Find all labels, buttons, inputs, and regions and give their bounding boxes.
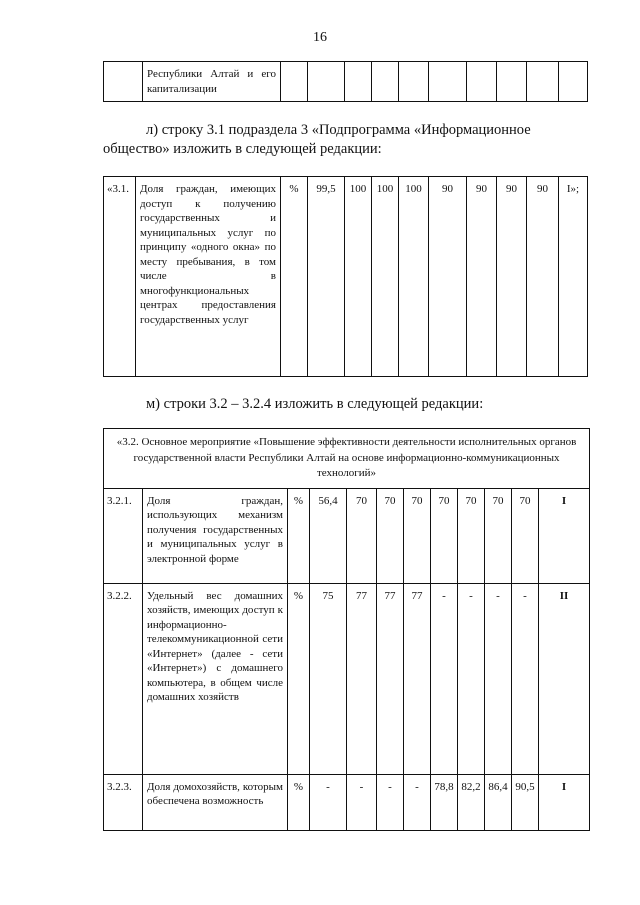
page-number: 16 bbox=[313, 30, 327, 45]
value-cell: - bbox=[458, 583, 485, 774]
value-cell: 70 bbox=[431, 488, 458, 583]
value-cell: - bbox=[512, 583, 539, 774]
value-cell: 75 bbox=[310, 583, 347, 774]
table-cell bbox=[497, 62, 527, 102]
value-cell: 90 bbox=[527, 177, 559, 377]
row-id: 3.2.3. bbox=[104, 774, 143, 830]
value-cell: 100 bbox=[345, 177, 372, 377]
unit-cell: % bbox=[281, 177, 308, 377]
unit-cell: % bbox=[288, 774, 310, 830]
indicator-name-cell: Республики Алтай и его капитализации bbox=[143, 62, 281, 102]
table-cell bbox=[308, 62, 345, 102]
table-row bbox=[104, 177, 588, 377]
paragraph-l-line1: л) строку 3.1 подраздела 3 «Подпрограмма «Информационное bbox=[146, 122, 531, 138]
table-header-row bbox=[104, 429, 590, 489]
row-id: «3.1. bbox=[104, 177, 136, 377]
table-cell bbox=[467, 62, 497, 102]
value-cell: - bbox=[310, 774, 347, 830]
value-cell: - bbox=[404, 774, 431, 830]
unit-cell: % bbox=[288, 488, 310, 583]
table-cell bbox=[559, 62, 588, 102]
value-cell: 70 bbox=[347, 488, 377, 583]
value-cell: 77 bbox=[377, 583, 404, 774]
value-cell: 100 bbox=[372, 177, 399, 377]
table-cell bbox=[104, 62, 143, 102]
paragraph-m: м) строки 3.2 – 3.2.4 изложить в следующей редакции: bbox=[146, 396, 484, 412]
value-cell: 70 bbox=[485, 488, 512, 583]
value-cell: 70 bbox=[404, 488, 431, 583]
table-cell bbox=[372, 62, 399, 102]
value-cell: 77 bbox=[404, 583, 431, 774]
value-cell: 99,5 bbox=[308, 177, 345, 377]
table-row bbox=[104, 774, 590, 830]
value-cell: 82,2 bbox=[458, 774, 485, 830]
table-row bbox=[104, 583, 590, 774]
value-cell: - bbox=[485, 583, 512, 774]
value-cell: - bbox=[377, 774, 404, 830]
type-cell: I bbox=[539, 488, 590, 583]
type-cell: I»; bbox=[559, 177, 588, 377]
continued-table bbox=[103, 61, 588, 102]
value-cell: 100 bbox=[399, 177, 429, 377]
value-cell: 77 bbox=[347, 583, 377, 774]
type-cell: II bbox=[539, 583, 590, 774]
value-cell: 70 bbox=[458, 488, 485, 583]
value-cell: - bbox=[431, 583, 458, 774]
paragraph-l-line2: общество» изложить в следующей редакции: bbox=[103, 141, 382, 157]
table-cell bbox=[399, 62, 429, 102]
table-cell bbox=[345, 62, 372, 102]
value-cell: - bbox=[347, 774, 377, 830]
table-3-2 bbox=[103, 428, 590, 831]
value-cell: 56,4 bbox=[310, 488, 347, 583]
table-cell bbox=[429, 62, 467, 102]
value-cell: 90 bbox=[497, 177, 527, 377]
indicator-name-cell: Доля граждан, использующих механизм получения государственных и муниципальных услуг в электронной форме bbox=[143, 488, 288, 583]
value-cell: 78,8 bbox=[431, 774, 458, 830]
value-cell: 90 bbox=[467, 177, 497, 377]
value-cell: 90 bbox=[429, 177, 467, 377]
row-3-1-table bbox=[103, 176, 588, 377]
value-cell: 90,5 bbox=[512, 774, 539, 830]
table-cell bbox=[281, 62, 308, 102]
value-cell: 86,4 bbox=[485, 774, 512, 830]
value-cell: 70 bbox=[377, 488, 404, 583]
indicator-name-cell: Доля граждан, имеющих доступ к получению государственных и муниципальных услуг по принципу «одного окна» по месту пребывания, в том числе в многофункциональных центрах предоставления государственных услуг bbox=[136, 177, 281, 377]
type-cell: I bbox=[539, 774, 590, 830]
row-id: 3.2.1. bbox=[104, 488, 143, 583]
section-header: «3.2. Основное мероприятие «Повышение эффективности деятельности исполнительных органов государственной власти Республики Алтай на основе информационно-коммуникационных технологий» bbox=[104, 429, 590, 489]
indicator-name-cell: Доля домохозяйств, которым обеспечена возможность bbox=[143, 774, 288, 830]
table-cell bbox=[527, 62, 559, 102]
row-id: 3.2.2. bbox=[104, 583, 143, 774]
unit-cell: % bbox=[288, 583, 310, 774]
value-cell: 70 bbox=[512, 488, 539, 583]
table-row bbox=[104, 488, 590, 583]
indicator-name-cell: Удельный вес домашних хозяйств, имеющих доступ к информационно-телекоммуникационной сети «Интернет» (далее - сети «Интернет») с домашнего компьютера, в общем числе домашних хозяйств bbox=[143, 583, 288, 774]
